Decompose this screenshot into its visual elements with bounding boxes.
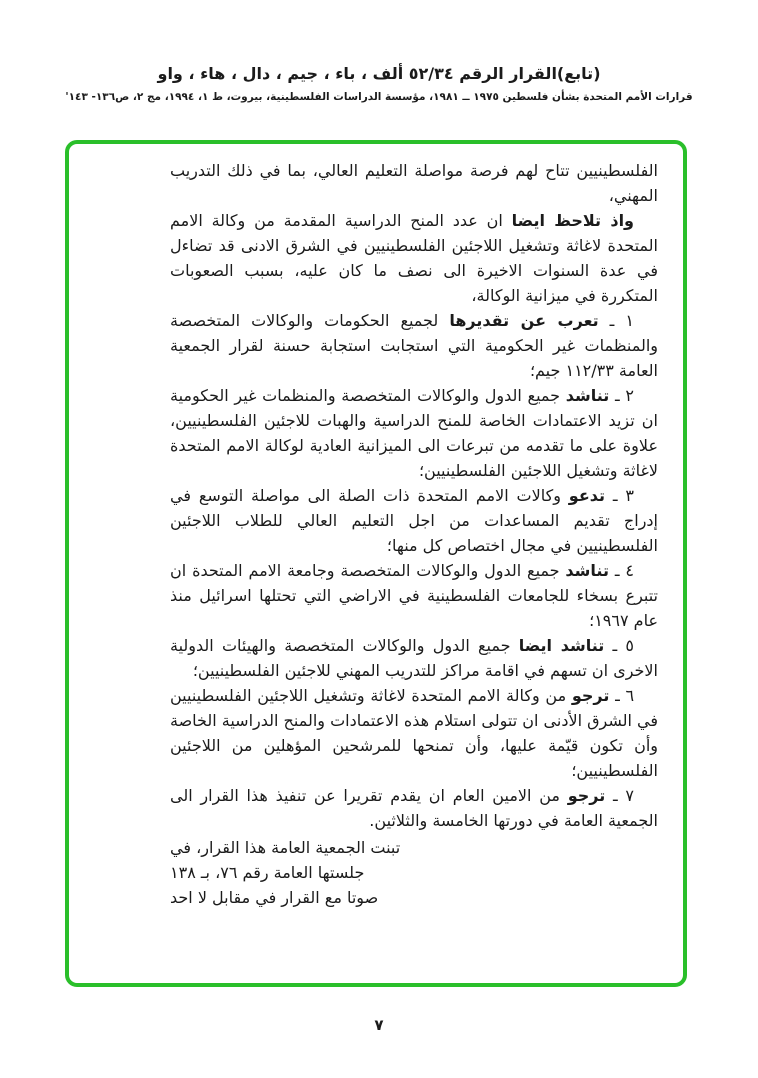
clause-5	[170, 633, 658, 683]
clause-5-number: ٥ ـ	[612, 636, 634, 655]
clause-3-text: وكالات الامم المتحدة ذات الصلة الى مواصلة التوسع في إدراج تقديم المساعدات من اجل التعليم العالي للطلاب اللاجئين الفلسطينيين في مجال اختصاص كل منها؛	[170, 486, 658, 555]
clause-6-lead: ترجو	[571, 686, 610, 705]
page-number: ٧	[374, 1016, 384, 1034]
clause-3-lead: تدعو	[568, 486, 606, 505]
clause-3	[170, 483, 658, 558]
clause-7-number: ٧ ـ	[612, 786, 635, 805]
clause-2-lead: تناشد	[565, 386, 610, 405]
clause-2-number: ٢ ـ	[615, 386, 635, 405]
adoption-note	[170, 835, 658, 910]
adoption-note-line-3: صوتا مع القرار في مقابل لا احد	[170, 888, 379, 907]
clause-5-lead: تناشد ايضا	[518, 636, 605, 655]
adoption-note-line-2: جلستها العامة رقم ٧٦، بـ ١٣٨	[170, 863, 365, 882]
clause-6-number: ٦ ـ	[615, 686, 635, 705]
continuation-paragraph: الفلسطينيين تتاح لهم فرصة مواصلة التعليم العالي، بما في ذلك التدريب المهني،	[170, 161, 658, 205]
clause-4-number: ٤ ـ	[614, 561, 634, 580]
clause-1	[170, 308, 658, 383]
clause-2	[170, 383, 658, 483]
clause-1-lead: تعرب عن تقديرها	[449, 311, 599, 330]
resolution-body	[170, 158, 658, 910]
clause-7	[170, 783, 658, 833]
source-citation: قرارات الأمم المتحدة بشأن فلسطين ١٩٧٥ ــ ١٩٨١، مؤسسة الدراسات الفلسطينية، بيروت، ط ١، ١٩٩٤، مج ٢، ص١٣٦- ١٤٣'	[65, 91, 693, 103]
document-header	[0, 64, 758, 103]
clause-6	[170, 683, 658, 783]
clause-6-text: من وكالة الامم المتحدة لاغاثة وتشغيل اللاجئين الفلسطينيين في الشرق الأدنى ان تتولى استلام هذه الاعتمادات والمنح الدراسية الخاصة وأن تكون قيّمة عليها، وأن تمنحها للمرشحين المؤهلين من اللاجئين الفلسطينيين؛	[169, 686, 658, 780]
clause-5-text: جميع الدول والوكالات المتخصصة والهيئات الدولية الاخرى ان تسهم في اقامة مراكز للتدريب المهني للاجئين الفلسطينيين؛	[170, 636, 658, 680]
preamble-text: ان عدد المنح الدراسية المقدمة من وكالة الامم المتحدة لاغاثة وتشغيل اللاجئين الفلسطينيين في الشرق الادنى قد تضاءل في عدة السنوات الاخيرة الى نصف ما كان عليه، بسبب الصعوبات المتكررة في ميزانية الوكالة،	[170, 211, 658, 305]
resolution-title: (تابع)القرار الرقم ٥٢/٣٤ ألف ، باء ، جيم ، دال ، هاء ، واو	[157, 64, 601, 83]
clause-7-text: من الامين العام ان يقدم تقريرا عن تنفيذ هذا القرار الى الجمعية العامة في دورتها الخامسة والثلاثين.	[170, 786, 658, 830]
clause-1-number: ١ ـ	[609, 311, 635, 330]
clause-7-lead: ترجو	[567, 786, 606, 805]
clause-4	[170, 558, 658, 633]
clause-4-lead: تناشد	[565, 561, 609, 580]
preamble-paragraph	[170, 208, 658, 308]
preamble-lead: واذ تلاحظ ايضا	[511, 211, 635, 230]
clause-2-text: جميع الدول والوكالات المتخصصة والمنظمات غير الحكومية ان تزيد الاعتمادات الخاصة للمنح الدراسية والهبات للاجئين الفلسطينيين، علاوة على ما تقدمه من تبرعات الى الميزانية العادية لوكالة الامم المتحدة لاغاثة وتشغيل اللاجئين الفلسطينيين؛	[170, 386, 658, 480]
content-border-frame	[65, 140, 687, 987]
clause-4-text: جميع الدول والوكالات المتخصصة وجامعة الامم المتحدة ان تتبرع بسخاء للجامعات الفلسطينية في الاراضي التي تحتلها اسرائيل منذ عام ١٩٦٧؛	[170, 561, 658, 630]
clause-3-number: ٣ ـ	[612, 486, 635, 505]
adoption-note-line-1: تبنت الجمعية العامة هذا القرار، في	[170, 838, 401, 857]
clause-1-text: لجميع الحكومات والوكالات المتخصصة والمنظمات غير الحكومية التي استجابت استجابة حسنة لقرار الجمعية العامة ١١٢/٣٣ جيم؛	[170, 311, 658, 380]
